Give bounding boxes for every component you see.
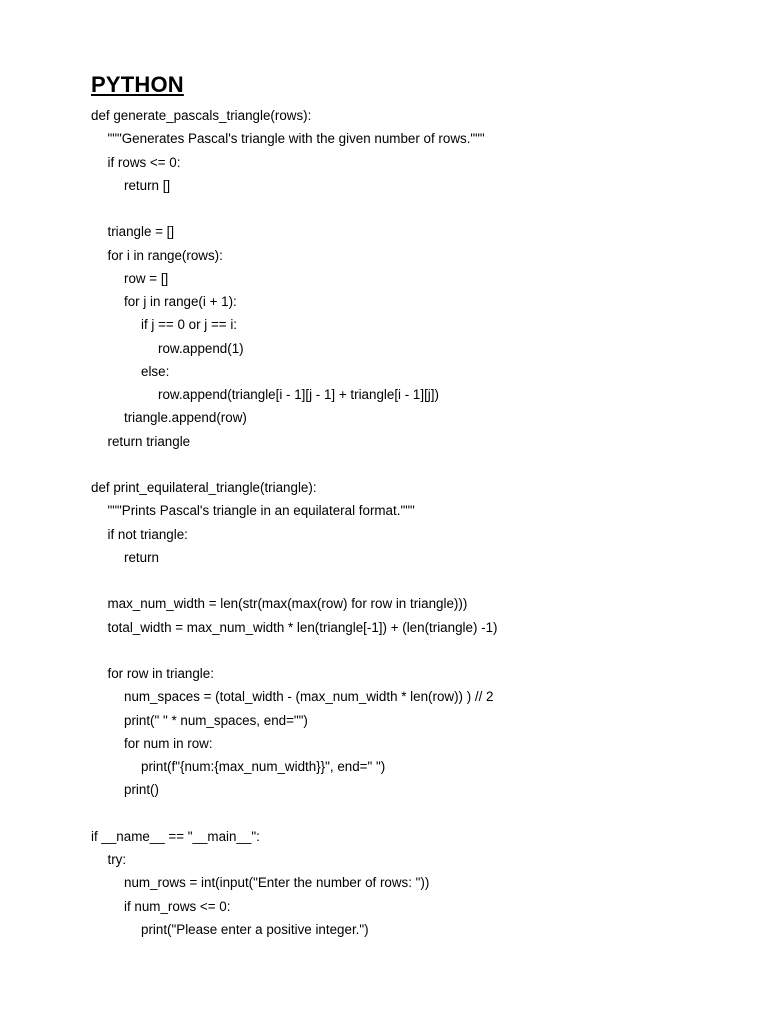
code-line: triangle = [] (107, 224, 175, 240)
blank-line (91, 453, 498, 476)
code-line: try: (107, 852, 127, 867)
code-line: if not triangle: (107, 526, 188, 542)
code-line: num_spaces = (total_width - (max_num_width * len(row)) ) // 2 (124, 689, 494, 705)
code-line: return [] (124, 177, 171, 193)
code-line: def generate_pascals_triangle(rows): (91, 108, 312, 123)
code-line: row.append(1) (158, 340, 244, 356)
code-line: num_rows = int(input("Enter the number of rows: ")) (124, 875, 430, 891)
code-line: """Generates Pascal's triangle with the given number of rows.""" (107, 131, 485, 147)
code-line: for row in triangle: (107, 666, 214, 681)
code-line: print("Please enter a positive integer.") (141, 921, 369, 937)
code-line: return triangle (107, 433, 191, 449)
code-listing (91, 104, 498, 941)
code-line: print(" " * num_spaces, end="") (124, 712, 308, 728)
blank-line (91, 802, 498, 825)
code-line: for i in range(rows): (107, 247, 223, 263)
code-line: def print_equilateral_triangle(triangle): (91, 480, 317, 495)
code-line: total_width = max_num_width * len(triangle[-1]) + (len(triangle) -1) (107, 619, 498, 635)
code-line: triangle.append(row) (124, 410, 247, 426)
code-line: print() (124, 782, 159, 798)
page-heading: PYTHON (91, 72, 184, 97)
code-line: if __name__ == "__main__": (91, 828, 260, 844)
code-line: max_num_width = len(str(max(max(row) for row in triangle))) (107, 596, 468, 612)
blank-line (91, 197, 498, 220)
code-line: row = [] (124, 270, 169, 286)
code-line: print(f"{num:{max_num_width}}", end=" ") (141, 759, 386, 774)
code-line: for num in row: (124, 735, 213, 751)
blank-line (91, 569, 498, 592)
blank-line (91, 639, 498, 662)
code-line: return (124, 549, 159, 565)
code-line: """Prints Pascal's triangle in an equilateral format.""" (107, 503, 415, 519)
code-line: if num_rows <= 0: (124, 898, 231, 914)
code-line: if j == 0 or j == i: (141, 317, 238, 333)
code-line: else: (141, 363, 170, 379)
code-line: for j in range(i + 1): (124, 294, 237, 309)
code-line: row.append(triangle[i - 1][j - 1] + triangle[i - 1][j]) (158, 387, 439, 402)
code-line: if rows <= 0: (107, 154, 181, 170)
